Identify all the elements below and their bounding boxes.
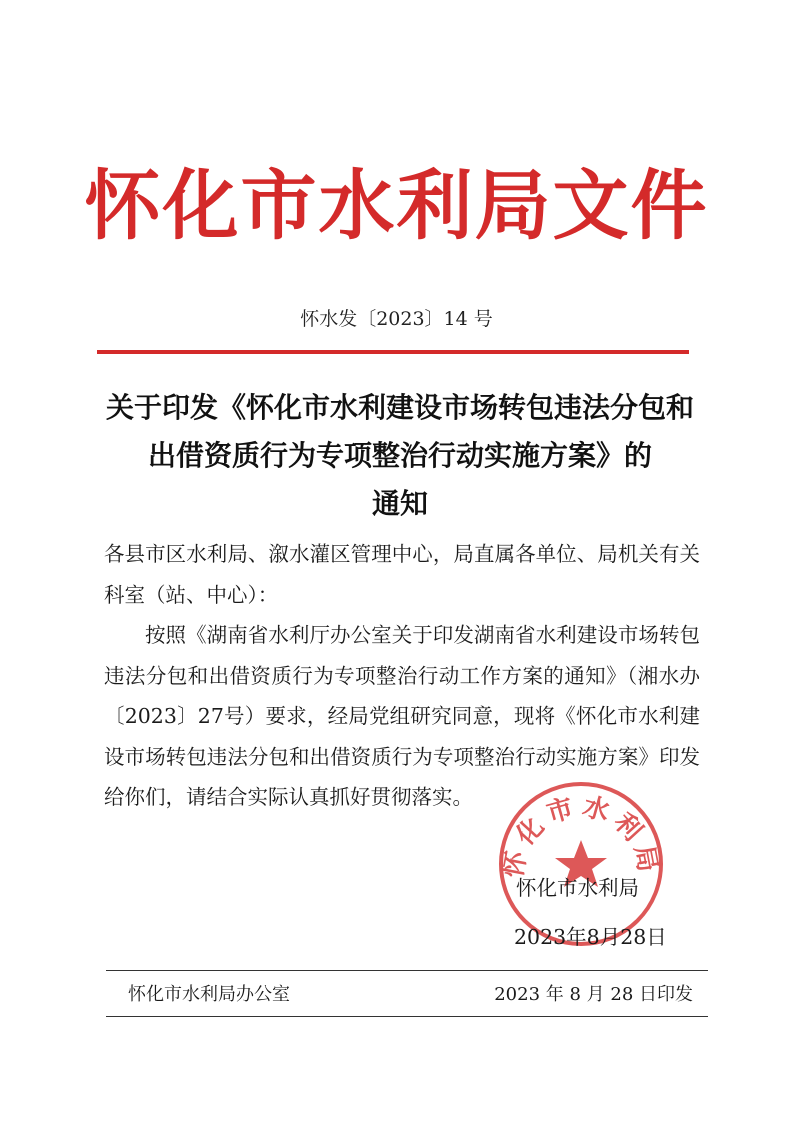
- notice-title-line: 关于印发《怀化市水利建设市场转包违法分包和: [105, 391, 694, 424]
- body-text: [104, 534, 700, 818]
- notice-title: [70, 384, 730, 528]
- body-paragraph: 按照《湖南省水利厅办公室关于印发湖南省水利建设市场转包违法分包和出借资质行为专项整治行动工作方案的通知》（湘水办〔2023〕27号）要求，经局党组研究同意，现将《怀化市水利建设市场转包违法分包和出借资质行为专项整治行动实施方案》印发给你们，请结合实际认真抓好贯彻落实。: [104, 623, 700, 809]
- document-number: 怀水发〔2023〕14 号: [300, 308, 493, 330]
- issuer-title: 怀化市水利局文件: [84, 161, 709, 250]
- recipients-line: 各县市区水利局、溆水灌区管理中心，局直属各单位、局机关有关科室（站、中心）：: [104, 542, 700, 607]
- notice-title-line: 出借资质行为专项整治行动实施方案》的: [147, 439, 652, 472]
- footer-bottom-rule: [106, 1016, 708, 1017]
- footer-top-rule: [106, 970, 708, 971]
- red-separator-line: [97, 350, 689, 354]
- footer-office: 怀化市水利局办公室: [128, 984, 290, 1005]
- signature-organization: 怀化市水利局: [516, 876, 639, 900]
- notice-title-line: 通知: [371, 487, 428, 520]
- footer-print-date: 2023 年 8 月 28 日印发: [494, 984, 693, 1005]
- svg-text:怀化市水利局: 怀化市水利局: [498, 791, 664, 881]
- signature-date: 2023年8月28日: [514, 925, 667, 949]
